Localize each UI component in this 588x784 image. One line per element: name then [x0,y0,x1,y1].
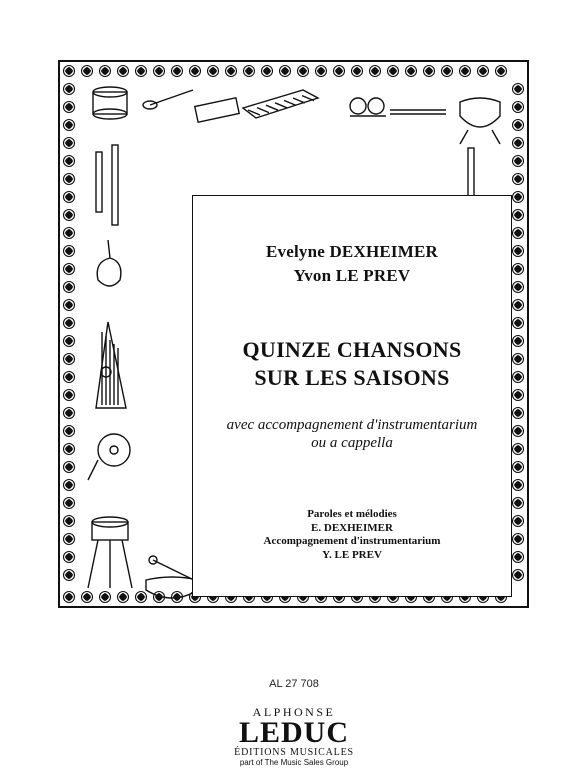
publisher-top: ALPHONSE [252,705,336,719]
maracas-icon [350,98,386,116]
wood-block-icon [195,98,239,122]
subtitle [193,416,511,452]
author-name: Yvon LE PREV [293,266,411,285]
catalog-number: AL 27 708 [269,678,319,690]
credits [193,508,511,562]
snare-drum-icon [93,87,127,119]
credit-line: Y. LE PREV [322,548,382,561]
recorder-icon [96,145,118,225]
title-line: QUINZE CHANSONS [242,337,462,362]
credit-line: Paroles et mélodies [307,508,397,520]
castanets-icon [97,240,121,286]
snare-drum-icon [88,517,132,588]
author-name: Evelyne DEXHEIMER [266,242,438,261]
authors [193,240,511,288]
timpani-icon [146,556,198,598]
publisher-name: LEDUC [238,716,349,749]
title-line: SUR LES SAISONS [254,365,450,390]
xylophone-icon [243,90,318,118]
subtitle-line: avec accompagnement d'instrumentarium [226,417,478,433]
publisher-sub: ÉDITIONS MUSICALES [234,747,354,758]
timpani-icon [460,98,500,144]
cover-illustration [58,60,529,608]
harp-icon [96,322,126,408]
title-panel [192,195,512,597]
publisher-group: part of The Music Sales Group [239,758,349,767]
book-title [193,336,511,392]
bell-mallet-icon [143,90,193,109]
cymbal-icon [88,434,130,480]
publisher-logo [0,705,588,768]
credit-line: Accompagnement d'instrumentarium [263,535,441,547]
sticks-icon [390,110,446,114]
subtitle-line: ou a cappella [311,435,393,451]
credit-line: E. DEXHEIMER [311,521,393,534]
